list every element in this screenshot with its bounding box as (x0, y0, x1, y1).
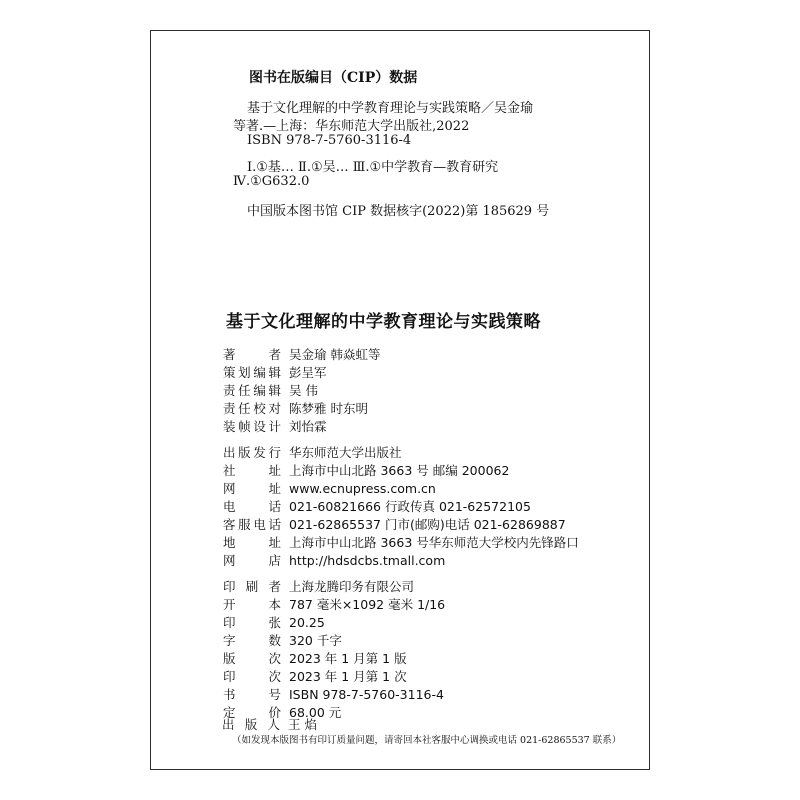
publisher-value: 021-62865537 门市(邮购)电话 021-62869887 (289, 517, 566, 532)
credit-row (223, 381, 318, 399)
publisher-value: 上海市中山北路 3663 号 邮编 200062 (289, 463, 510, 478)
publisher-row (223, 497, 531, 515)
credit-value: 彭呈军 (289, 365, 327, 380)
credit-label: 责任编辑 (223, 383, 281, 398)
credit-value: 陈梦雅 时东明 (289, 401, 368, 416)
credit-label: 策划编辑 (223, 365, 281, 380)
printing-row (223, 631, 342, 649)
printing-label: 印 张 (223, 615, 281, 630)
publisher-label: 客服电话 (223, 517, 281, 532)
printing-label: 定 价 (223, 705, 281, 720)
publisher-row (223, 515, 566, 533)
publisher-label: 网 店 (223, 553, 281, 568)
credit-label: 装帧设计 (223, 419, 281, 434)
price-value: 68.00 元 (289, 705, 342, 720)
publisher-row (223, 479, 436, 497)
printing-label: 印 次 (223, 669, 281, 684)
publisher-row (223, 533, 579, 551)
publisher-label: 社 址 (223, 463, 281, 478)
printing-value: 2023 年 1 月第 1 次 (289, 669, 407, 684)
printing-row (223, 595, 445, 613)
publisher-label: 网 址 (223, 481, 281, 496)
cip-line-class-number: Ⅳ.①G632.0 (233, 174, 310, 189)
publisher-row (223, 443, 402, 461)
cip-line-classification: Ⅰ.①基… Ⅱ.①吴… Ⅲ.①中学教育—教育研究 (247, 160, 499, 175)
printing-label: 版 次 (223, 651, 281, 666)
printing-row (223, 577, 414, 595)
credit-value: 吴 伟 (289, 383, 318, 398)
credit-value: 吴金瑜 韩焱虹等 (289, 347, 381, 362)
publisher-value: 上海市中山北路 3663 号华东师范大学校内先锋路口 (289, 535, 579, 550)
credit-label: 责任校对 (223, 401, 281, 416)
publisher-label: 电 话 (223, 499, 281, 514)
credit-label: 著 者 (223, 347, 281, 362)
cip-line-isbn: ISBN 978-7-5760-3116-4 (247, 133, 412, 148)
publisher-label: 出版发行 (223, 445, 281, 460)
publisher-value: 华东师范大学出版社 (289, 445, 402, 460)
publisher-shop-url: http://hdsdcbs.tmall.com (289, 553, 446, 568)
publisher-person-value: 王 焰 (288, 717, 317, 732)
printing-label: 开 本 (223, 597, 281, 612)
publisher-person-label: 出 版 人 (222, 717, 280, 732)
publisher-row (223, 551, 445, 569)
printing-row (223, 613, 325, 631)
credit-row (223, 363, 327, 381)
printing-label: 书 号 (223, 687, 281, 702)
publisher-person-row (222, 715, 317, 733)
publisher-website: www.ecnupress.com.cn (289, 481, 436, 496)
publisher-label: 地 址 (223, 535, 281, 550)
book-title: 基于文化理解的中学教育理论与实践策略 (226, 312, 541, 332)
cip-heading: 图书在版编目（CIP）数据 (249, 70, 418, 86)
printing-row (223, 649, 407, 667)
printing-value: 320 千字 (289, 633, 342, 648)
copyright-page (150, 30, 650, 770)
credit-value: 刘怡霖 (289, 419, 327, 434)
printing-value: ISBN 978-7-5760-3116-4 (289, 687, 444, 702)
printing-value: 2023 年 1 月第 1 版 (289, 651, 407, 666)
credit-row (223, 399, 368, 417)
printing-value: 787 毫米×1092 毫米 1/16 (289, 597, 446, 612)
publisher-row (223, 461, 509, 479)
printing-label: 字 数 (223, 633, 281, 648)
cip-line-title: 基于文化理解的中学教育理论与实践策略／吴金瑜 (247, 101, 534, 116)
printing-value: 20.25 (289, 615, 325, 630)
printing-row (223, 667, 407, 685)
footer-note: （如发现本版图书有印订质量问题，请寄回本社客服中心调换或电话 021-62865537 联系） (232, 735, 622, 746)
credit-row (223, 345, 380, 363)
printing-label: 印 刷 者 (223, 579, 281, 594)
publisher-value: 021-60821666 行政传真 021-62572105 (289, 499, 531, 514)
cip-line-publisher: 等著.—上海：华东师范大学出版社,2022 (233, 119, 470, 134)
printing-row (223, 685, 444, 703)
credit-row (223, 417, 327, 435)
cip-line-record-number: 中国版本图书馆 CIP 数据核字(2022)第 185629 号 (247, 204, 550, 219)
printing-value: 上海龙腾印务有限公司 (289, 579, 415, 594)
